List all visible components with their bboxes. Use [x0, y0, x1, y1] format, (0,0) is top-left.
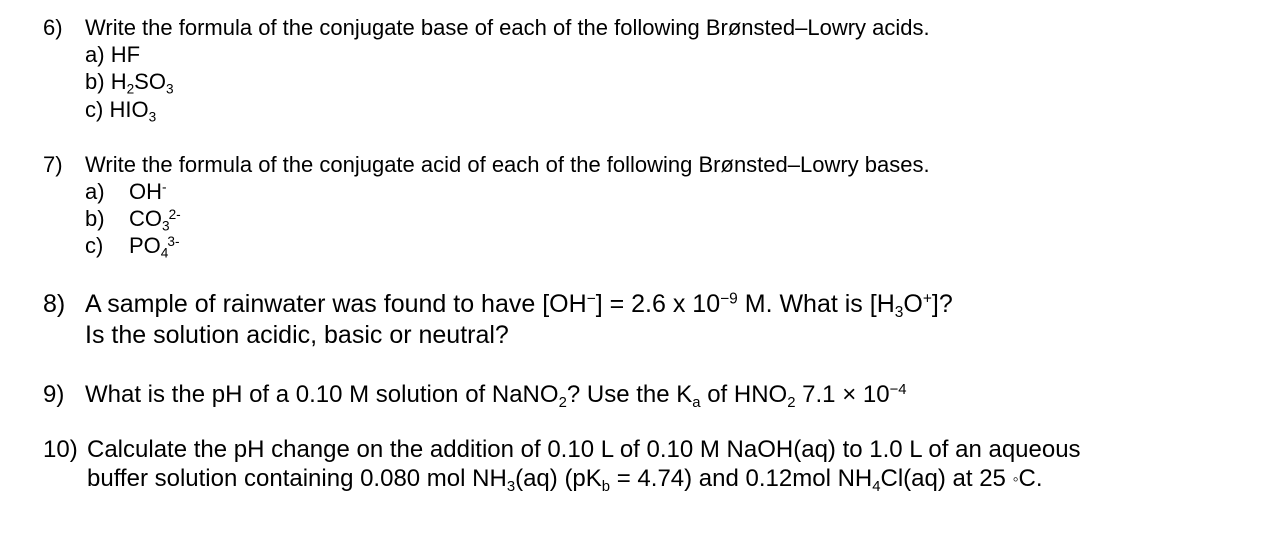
question-10-line-2: buffer solution containing 0.080 mol $NH_3(aq) (pK_b = 4.74)$ and 0.12mol $NH_4Cl(aq)$ at 25 ◦C.: [87, 465, 1043, 495]
item-label: a): [85, 179, 105, 204]
question-10-number: 10): [43, 436, 78, 463]
question-8-number: 8): [43, 290, 66, 318]
item-label: c): [85, 233, 104, 258]
item-label: a): [85, 42, 105, 67]
question-6-item-a: [85, 44, 140, 66]
formula: $PO_4^{3-}$: [129, 233, 180, 261]
formula: OH-: [129, 179, 167, 204]
question-10-line-1: Calculate the pH change on the addition of 0.10 L of 0.10 M NaOH(aq) to 1.0 L of an aqueous: [87, 436, 1081, 463]
item-label: b): [85, 69, 105, 94]
question-7-item-c: [85, 233, 181, 261]
question-9-text: What is the pH of a 0.10 M solution of NaNO$_2$? Use the $K_a$ of $HNO_2$ $7.1 \times 10^{-4}$: [85, 381, 907, 411]
formula: $CO_3^{2-}$: [129, 206, 181, 234]
item-label: c): [85, 97, 104, 122]
item-label: b): [85, 206, 105, 231]
question-7-number: 7): [43, 152, 63, 177]
question-8-line-2: Is the solution acidic, basic or neutral?: [85, 321, 509, 349]
question-7-item-a: [85, 181, 167, 203]
question-8-line-1: A sample of rainwater was found to have [OH−] = 2.6 x $10^{-9}$ M. What is $[H_3O^+]$?: [85, 290, 953, 321]
question-6-prompt: Write the formula of the conjugate base of each of the following Brønsted–Lowry acids.: [85, 15, 930, 40]
question-6-item-c: [85, 97, 157, 125]
formula: HF: [110, 42, 141, 67]
question-6-number: 6): [43, 15, 63, 40]
formula: $HIO_3$: [109, 97, 157, 125]
question-9-number: 9): [43, 381, 65, 408]
formula: $H_2SO_3$: [110, 69, 174, 97]
question-6-item-b: [85, 69, 174, 97]
question-7-prompt: Write the formula of the conjugate acid of each of the following Brønsted–Lowry bases.: [85, 152, 930, 177]
question-7-item-b: [85, 206, 182, 234]
